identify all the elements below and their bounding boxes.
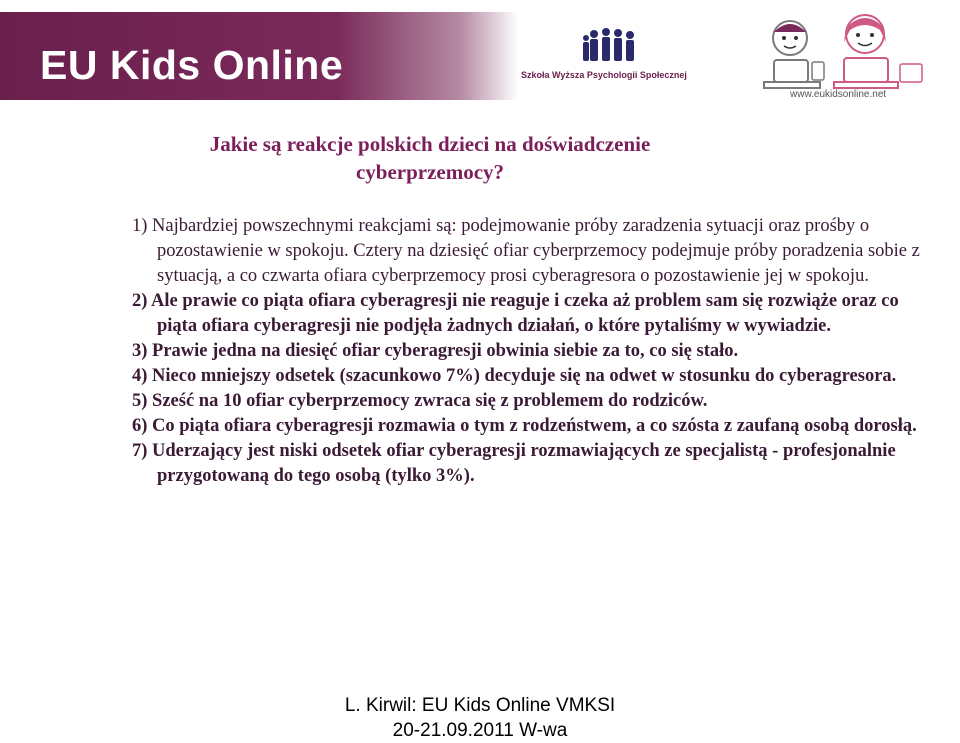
footer-author: L. Kirwil: EU Kids Online VMKSI — [344, 695, 616, 716]
banner-title: EU Kids Online — [40, 42, 344, 88]
slide-heading — [150, 130, 710, 186]
list-item: 2) Ale prawie co piąta ofiara cyberagresji nie reaguje i czeka aż problem sam się rozwiąże oraz co piąta ofiara cyberagresji nie podjęła żadnych działań, o które pytaliśmy w wywiadzie. — [132, 291, 899, 336]
university-name: Szkoła Wyższa Psychologii Społecznej — [521, 70, 687, 80]
list-item: 1) Najbardziej powszechnymi reakcjami są: podejmowanie próby zaradzenia sytuacji oraz prośby o pozostawienie w spokoju. Cztery na dziesięć ofiar cyberprzemocy podejmuje próby poradzenia sobie z sytuacją, a co czwarta ofiara cyberprzemocy prosi cyberagresora o pozostawienie jej w spokoju. — [132, 216, 920, 286]
list-item: 6) Co piąta ofiara cyberagresji rozmawia o tym z rodzeństwem, a co szósta z zaufaną osobą dorosłą. — [132, 416, 917, 436]
slide-footer — [280, 693, 680, 743]
site-url: www.eukidsonline.net — [790, 89, 887, 100]
reactions-list — [132, 214, 932, 489]
footer-date: 20-21.09.2011 W-wa — [392, 720, 568, 741]
list-item: 4) Nieco mniejszy odsetek (szacunkowo 7%) decyduje się na odwet w stosunku do cyberagresora. — [132, 366, 897, 386]
list-item: 5) Sześć na 10 ofiar cyberprzemocy zwraca się z problemem do rodziców. — [132, 391, 708, 411]
heading-line-2: cyberprzemocy? — [355, 160, 505, 184]
list-item: 3) Prawie jedna na diesięć ofiar cyberagresji obwinia siebie za to, co się stało. — [132, 341, 739, 361]
list-item: 7) Uderzający jest niski odsetek ofiar cyberagresji rozmawiających ze specjalistą - profesjonalnie przygotowaną do tego osobą (tylko 3%). — [132, 441, 896, 486]
heading-line-1: Jakie są reakcje polskich dzieci na doświadczenie — [209, 132, 651, 156]
kids-illustration-icon — [760, 8, 955, 94]
